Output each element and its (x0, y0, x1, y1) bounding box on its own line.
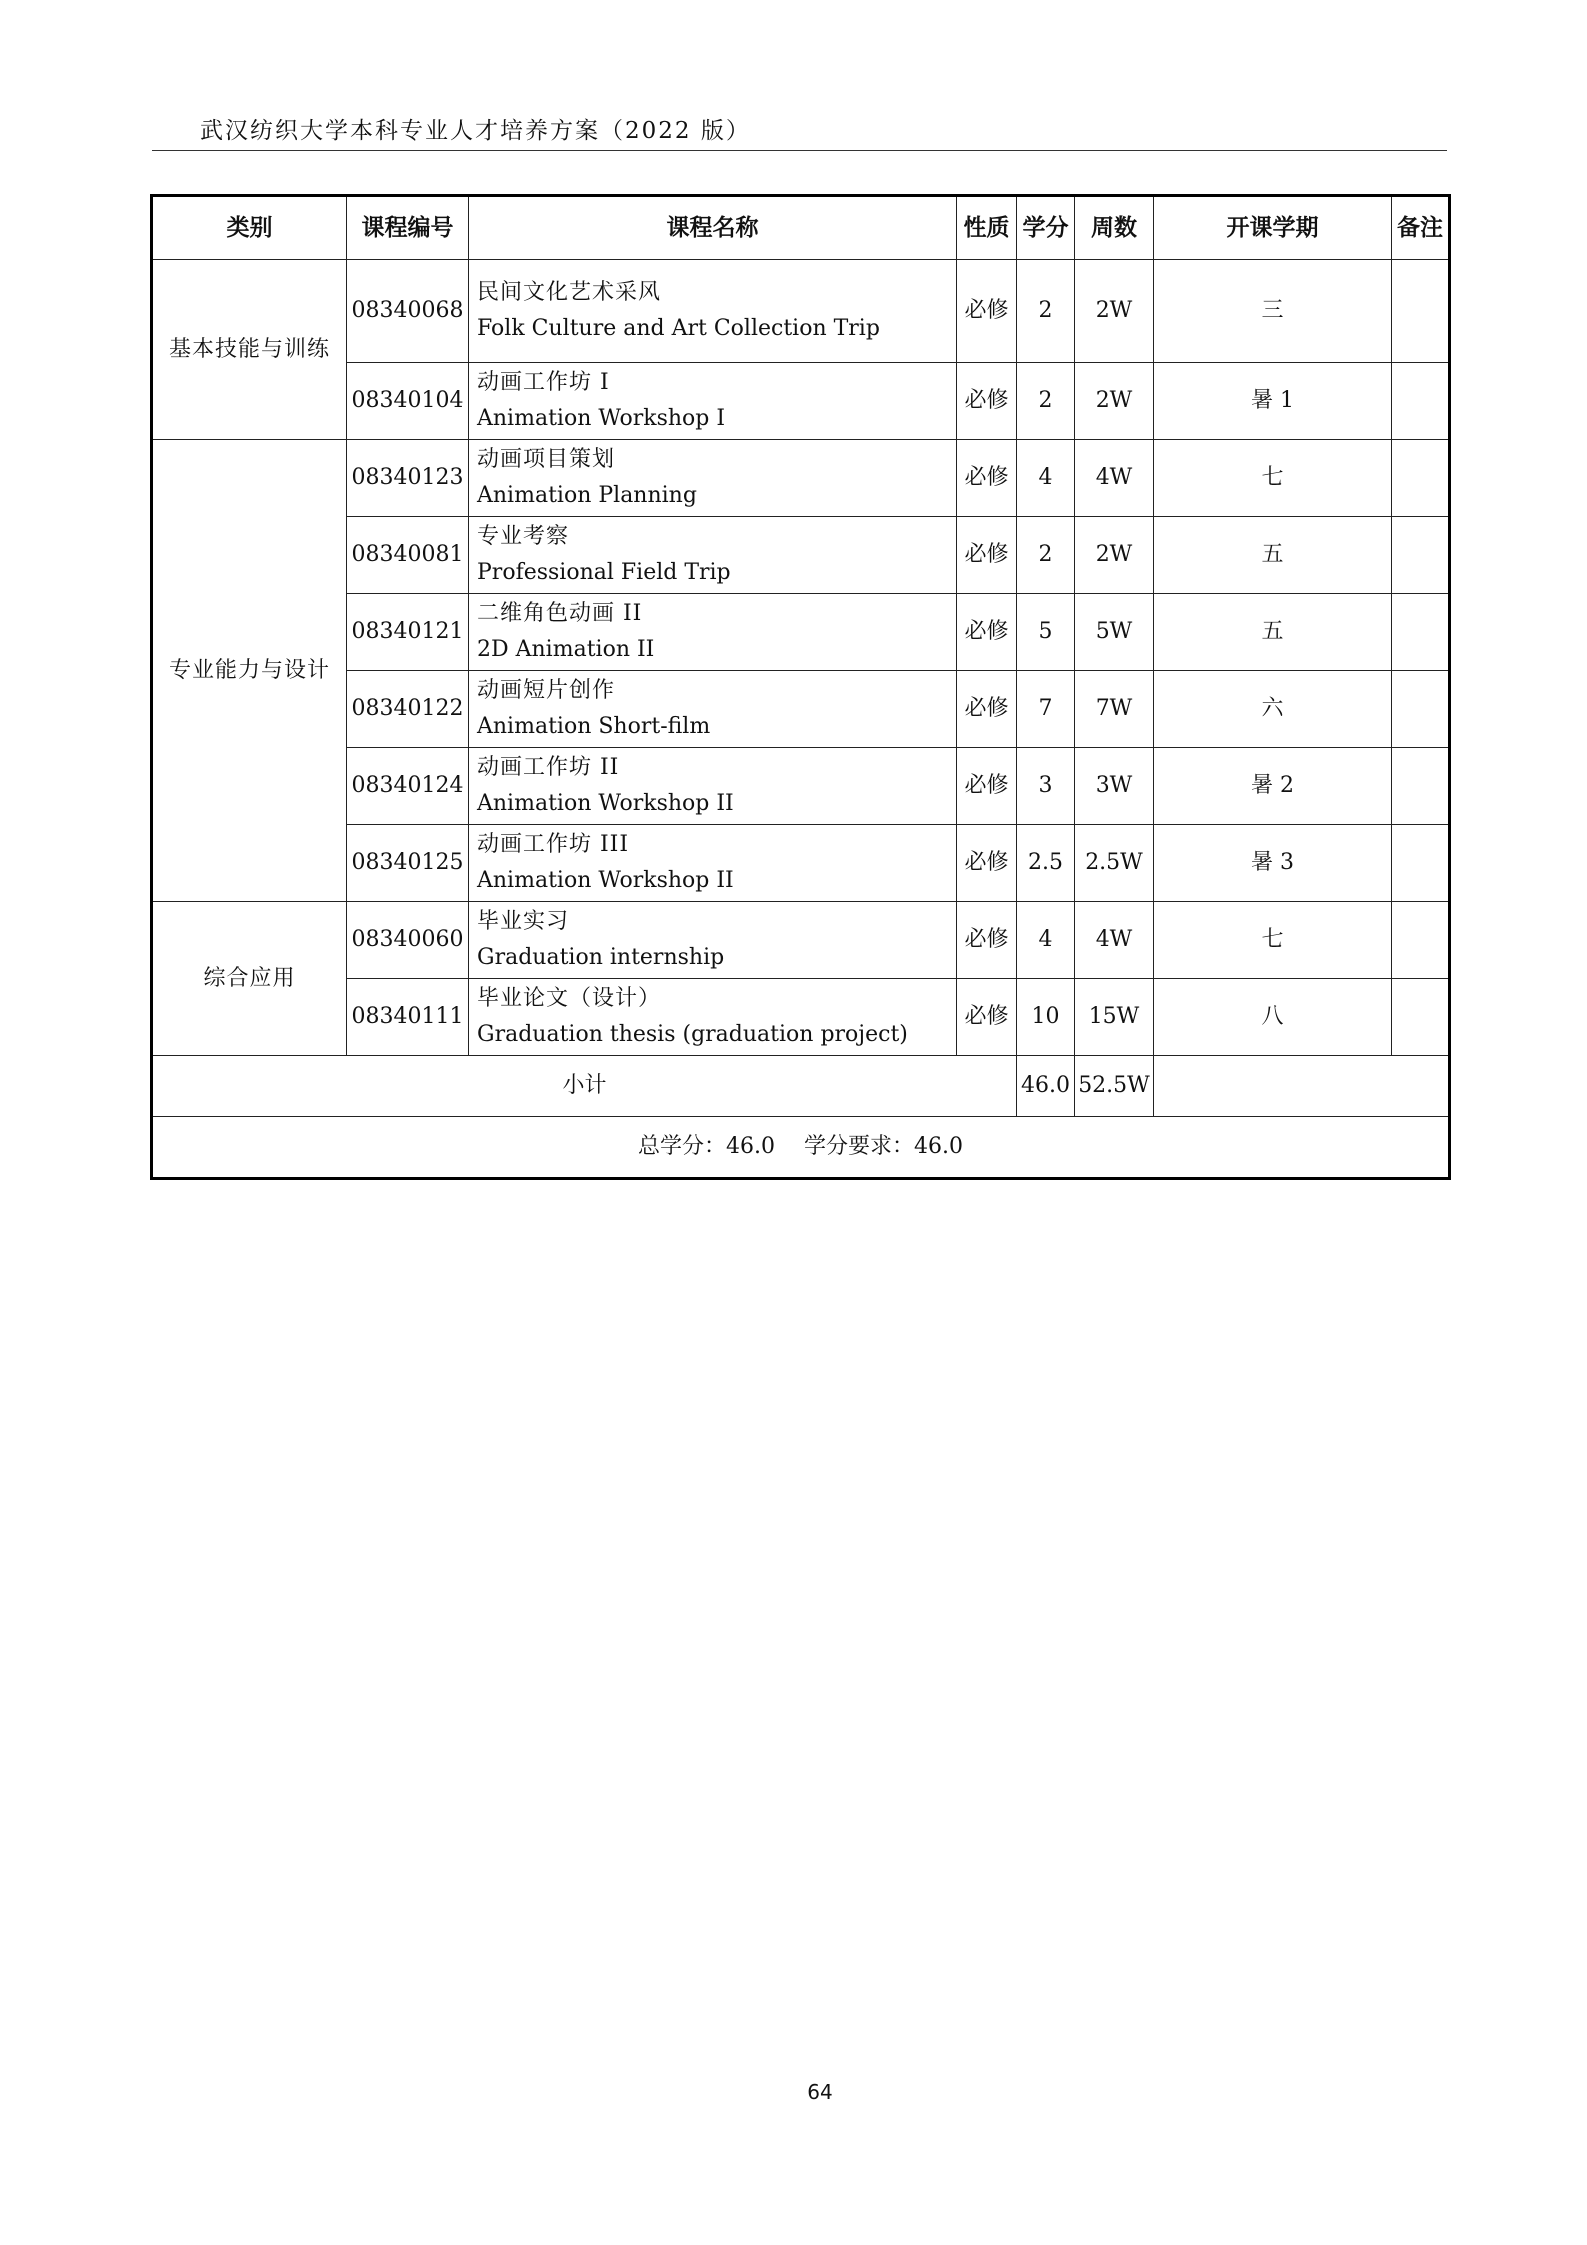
column-header-category: 类别 (152, 196, 347, 260)
running-header: 武汉纺织大学本科专业人才培养方案（2022 版） (200, 118, 751, 144)
table-row (152, 979, 1450, 1056)
course-semester: 五 (1154, 517, 1392, 594)
course-name-cn: 专业考察 (477, 524, 570, 549)
course-name-cell (469, 748, 957, 825)
course-name-cell (469, 440, 957, 517)
course-credits: 2 (1017, 363, 1075, 440)
course-name-cn: 毕业实习 (477, 909, 570, 934)
course-semester: 七 (1154, 440, 1392, 517)
table-row (152, 594, 1450, 671)
header-rule (152, 150, 1447, 151)
course-name-en: Animation Workshop I (477, 406, 726, 431)
course-code: 08340124 (347, 748, 469, 825)
course-remarks (1392, 260, 1450, 363)
course-code: 08340122 (347, 671, 469, 748)
subtotal-empty (1154, 1056, 1450, 1117)
course-nature: 必修 (957, 825, 1017, 902)
category-cell: 基本技能与训练 (152, 260, 347, 440)
table-row (152, 440, 1450, 517)
course-name-cn: 二维角色动画 II (477, 601, 643, 626)
course-semester: 暑 1 (1154, 363, 1392, 440)
course-credits: 4 (1017, 440, 1075, 517)
page-number: 64 (807, 2080, 833, 2104)
course-name-cell (469, 594, 957, 671)
course-weeks: 7W (1075, 671, 1154, 748)
course-weeks: 2W (1075, 260, 1154, 363)
course-name-cell (469, 517, 957, 594)
course-weeks: 3W (1075, 748, 1154, 825)
course-semester: 五 (1154, 594, 1392, 671)
course-nature: 必修 (957, 363, 1017, 440)
course-credits: 4 (1017, 902, 1075, 979)
course-name-cell (469, 902, 957, 979)
course-name-en: Animation Workshop II (477, 868, 734, 893)
course-nature: 必修 (957, 440, 1017, 517)
subtotal-row (152, 1056, 1450, 1117)
column-header-remarks: 备注 (1392, 196, 1450, 260)
course-weeks: 2W (1075, 517, 1154, 594)
course-code: 08340104 (347, 363, 469, 440)
course-code: 08340123 (347, 440, 469, 517)
course-name-cn: 民间文化艺术采风 (477, 280, 662, 305)
category-cell: 专业能力与设计 (152, 440, 347, 902)
course-nature: 必修 (957, 671, 1017, 748)
column-header-semester: 开课学期 (1154, 196, 1392, 260)
course-semester: 八 (1154, 979, 1392, 1056)
course-name-cell (469, 671, 957, 748)
course-weeks: 15W (1075, 979, 1154, 1056)
course-name-en: Animation Short-film (477, 714, 711, 739)
course-nature: 必修 (957, 517, 1017, 594)
course-name-cn: 动画工作坊 II (477, 755, 620, 780)
course-weeks: 5W (1075, 594, 1154, 671)
course-nature: 必修 (957, 748, 1017, 825)
course-name-cn: 动画工作坊 III (477, 832, 630, 857)
course-credits: 3 (1017, 748, 1075, 825)
course-remarks (1392, 671, 1450, 748)
course-remarks (1392, 902, 1450, 979)
column-header-name: 课程名称 (469, 196, 957, 260)
course-table (150, 194, 1451, 1180)
course-nature: 必修 (957, 902, 1017, 979)
course-credits: 2 (1017, 260, 1075, 363)
table-row (152, 260, 1450, 363)
course-name-en: Folk Culture and Art Collection Trip (477, 316, 880, 341)
course-remarks (1392, 825, 1450, 902)
course-name-cn: 动画短片创作 (477, 678, 616, 703)
subtotal-label: 小计 (152, 1056, 1017, 1117)
course-credits: 10 (1017, 979, 1075, 1056)
course-code: 08340125 (347, 825, 469, 902)
course-semester: 六 (1154, 671, 1392, 748)
course-remarks (1392, 363, 1450, 440)
table-row (152, 517, 1450, 594)
course-semester: 三 (1154, 260, 1392, 363)
course-credits: 2.5 (1017, 825, 1075, 902)
course-name-en: Animation Planning (477, 483, 697, 508)
course-name-en: Animation Workshop II (477, 791, 734, 816)
table-row (152, 363, 1450, 440)
total-row (152, 1117, 1450, 1179)
course-semester: 暑 2 (1154, 748, 1392, 825)
course-name-cell (469, 825, 957, 902)
course-remarks (1392, 748, 1450, 825)
course-name-cn: 动画工作坊 I (477, 370, 610, 395)
subtotal-credits: 46.0 (1017, 1056, 1075, 1117)
course-nature: 必修 (957, 594, 1017, 671)
course-weeks: 4W (1075, 902, 1154, 979)
course-nature: 必修 (957, 979, 1017, 1056)
course-code: 08340068 (347, 260, 469, 363)
table-row (152, 748, 1450, 825)
course-weeks: 2.5W (1075, 825, 1154, 902)
course-credits: 7 (1017, 671, 1075, 748)
subtotal-weeks: 52.5W (1075, 1056, 1154, 1117)
course-weeks: 4W (1075, 440, 1154, 517)
course-code: 08340081 (347, 517, 469, 594)
course-code: 08340111 (347, 979, 469, 1056)
table-row (152, 825, 1450, 902)
course-credits: 2 (1017, 517, 1075, 594)
course-code: 08340060 (347, 902, 469, 979)
column-header-weeks: 周数 (1075, 196, 1154, 260)
course-name-en: 2D Animation II (477, 637, 655, 662)
course-semester: 暑 3 (1154, 825, 1392, 902)
column-header-nature: 性质 (957, 196, 1017, 260)
course-semester: 七 (1154, 902, 1392, 979)
course-credits: 5 (1017, 594, 1075, 671)
course-name-en: Graduation internship (477, 945, 725, 970)
course-name-cell (469, 260, 957, 363)
column-header-code: 课程编号 (347, 196, 469, 260)
course-name-cell (469, 979, 957, 1056)
course-weeks: 2W (1075, 363, 1154, 440)
course-nature: 必修 (957, 260, 1017, 363)
table-header-row (152, 196, 1450, 260)
course-remarks (1392, 979, 1450, 1056)
course-remarks (1392, 440, 1450, 517)
course-remarks (1392, 594, 1450, 671)
course-name-cn: 动画项目策划 (477, 447, 616, 472)
table-row (152, 671, 1450, 748)
total-summary: 总学分：46.0 学分要求：46.0 (152, 1117, 1450, 1179)
category-cell: 综合应用 (152, 902, 347, 1056)
column-header-credits: 学分 (1017, 196, 1075, 260)
course-code: 08340121 (347, 594, 469, 671)
course-name-en: Graduation thesis (graduation project) (477, 1022, 908, 1047)
course-name-cell (469, 363, 957, 440)
course-name-en: Professional Field Trip (477, 560, 731, 585)
course-name-cn: 毕业论文（设计） (477, 986, 662, 1011)
table-row (152, 902, 1450, 979)
course-remarks (1392, 517, 1450, 594)
